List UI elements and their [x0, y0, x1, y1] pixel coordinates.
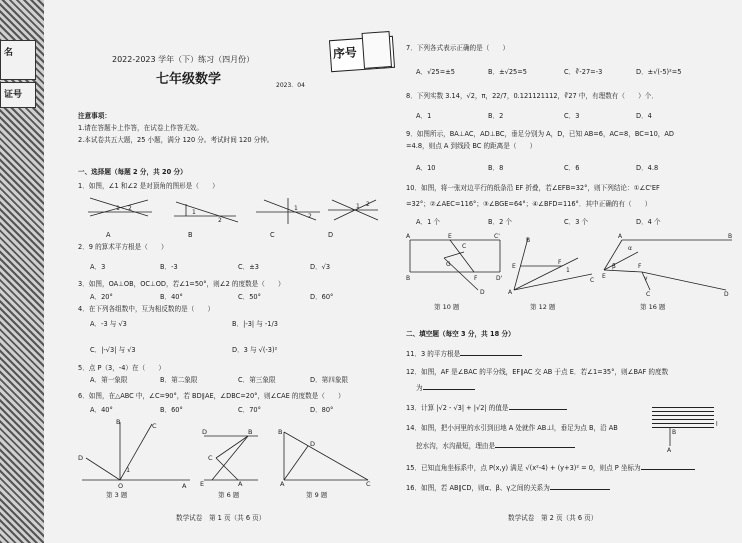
q1-label-b: B: [188, 231, 193, 239]
caption-q12: 第 12 题: [530, 303, 556, 311]
section-2-title: 二、填空题（每空 3 分，共 18 分）: [406, 330, 515, 338]
svg-text:D: D: [78, 454, 84, 462]
svg-text:1: 1: [116, 205, 120, 212]
q14-text-cont: 挖水沟，水沟最短，理由是: [416, 442, 496, 450]
q3-option-d: D．60°: [310, 293, 334, 301]
question-7: 7．下列各式表示正确的是（ ）: [406, 44, 510, 52]
question-1: 1．如图，∠1 和∠2 是对顶角的图形是（ ）: [78, 182, 219, 190]
svg-text:C: C: [366, 480, 371, 488]
svg-text:A: A: [182, 482, 187, 490]
name-label: 名: [4, 48, 14, 58]
q6-option-c: C．70°: [238, 406, 261, 414]
svg-text:C: C: [208, 454, 213, 462]
svg-text:E: E: [200, 480, 205, 488]
q4-option-d: D．3 与 √(-3)²: [232, 346, 278, 354]
q1-label-c: C: [270, 231, 275, 239]
q1-label-d: D: [328, 231, 334, 239]
svg-text:γ: γ: [644, 275, 648, 282]
q8-option-c: C．3: [564, 112, 580, 120]
caption-q9: 第 9 题: [306, 491, 328, 499]
svg-text:2: 2: [366, 201, 370, 208]
q14-answer-blank[interactable]: [495, 447, 575, 448]
exam-header: 2022-2023 学年（下）练习（四月份）: [112, 55, 255, 64]
q12-answer-blank[interactable]: [423, 389, 475, 390]
question-11: [406, 350, 522, 358]
svg-text:B: B: [728, 233, 733, 240]
svg-text:2: 2: [218, 217, 222, 224]
exam-date: 2023．04: [276, 82, 305, 89]
question-10: 10．如图，将一张对边平行的纸条沿 EF 折叠，若∠EFB=32°，则下列结论：①∠C'EF: [406, 184, 660, 192]
svg-text:A: A: [280, 480, 285, 488]
right-footer: 数学试卷 第 2 页（共 6 页）: [508, 514, 598, 522]
svg-text:2: 2: [308, 213, 312, 220]
q2-option-c: C．±3: [238, 263, 259, 271]
q10-option-c: C．3 个: [564, 218, 589, 226]
question-15: [406, 464, 695, 472]
q7-option-b: B．±√25=5: [488, 68, 527, 76]
serial-number-box: [329, 36, 395, 72]
q6-figure: [198, 428, 268, 486]
svg-text:1: 1: [126, 466, 131, 474]
caption-q3: 第 3 题: [106, 491, 128, 499]
svg-text:C: C: [646, 291, 651, 298]
svg-text:B: B: [526, 237, 531, 244]
svg-text:D: D: [480, 289, 485, 296]
question-9-cont: =4.8，则点 A 到线段 BC 的距离是（ ）: [406, 142, 537, 150]
svg-text:E: E: [602, 273, 606, 280]
q6-option-d: D．80°: [310, 406, 334, 414]
svg-text:D: D: [724, 291, 729, 298]
question-12-cont: [416, 384, 475, 392]
svg-text:E: E: [448, 233, 452, 240]
caption-q16: 第 16 题: [640, 303, 666, 311]
q13-text: 13．计算 |√2 - √3| + |√2| 的值是: [406, 404, 509, 412]
q9-option-b: B．8: [488, 164, 504, 172]
svg-text:O: O: [118, 482, 124, 490]
question-2: 2．9 的算术平方根是（ ）: [78, 243, 168, 251]
q9-option-c: C．6: [564, 164, 580, 172]
q10-option-a: A．1 个: [416, 218, 440, 226]
caption-q10: 第 10 题: [434, 303, 460, 311]
svg-text:D': D': [496, 275, 503, 282]
q8-option-d: D．4: [636, 112, 652, 120]
q7-option-a: A．√25=±5: [416, 68, 455, 76]
svg-text:A: A: [406, 233, 411, 240]
svg-text:β: β: [612, 263, 616, 270]
right-sheet: [398, 0, 738, 543]
q14-field-figure: [652, 421, 722, 454]
svg-text:1: 1: [192, 209, 196, 216]
svg-text:C: C: [152, 422, 157, 430]
q2-option-d: D．√3: [310, 263, 331, 271]
q9-option-a: A．10: [416, 164, 436, 172]
question-12: 12．如图，AF 是∠BAC 的平分线，EF∥AC 交 AB 于点 E．若∠1=35°，则∠BAF 的度数: [406, 368, 669, 376]
svg-text:D: D: [310, 440, 316, 448]
q4-option-a: A．-3 与 √3: [90, 320, 127, 328]
svg-text:C: C: [590, 277, 595, 284]
svg-text:A: A: [238, 480, 243, 488]
svg-text:D: D: [202, 428, 208, 436]
q7-option-c: C．∛-27=-3: [564, 68, 603, 76]
q8-option-a: A．1: [416, 112, 432, 120]
q3-option-c: C．50°: [238, 293, 261, 301]
id-label: 证号: [4, 90, 23, 100]
svg-text:B: B: [672, 429, 677, 436]
q5-option-b: B．第二象限: [160, 376, 198, 384]
question-4: 4．在下列各组数中，互为相反数的是（ ）: [78, 305, 215, 313]
section-1-title: 一、选择题（每题 2 分，共 20 分）: [78, 168, 187, 176]
svg-text:F: F: [474, 275, 478, 282]
svg-text:α: α: [628, 245, 632, 252]
svg-text:B: B: [248, 428, 253, 436]
q11-answer-blank[interactable]: [460, 355, 522, 356]
q6-option-a: A．40°: [90, 406, 113, 414]
question-14-cont: [416, 442, 575, 450]
q9-figure: [274, 428, 374, 486]
q4-option-b: B．|-3| 与 -1/3: [232, 320, 278, 328]
svg-text:F: F: [558, 259, 562, 266]
question-10-cont: =32°；②∠AEC=116°；③∠BGE=64°；④∠BFD=116°．其中正确的有（ ）: [406, 200, 652, 208]
question-8: 8．下列实数 3.14，√2，π，22/7，0.121121112，∛27 中，有理数有（ ）个．: [406, 92, 658, 100]
serial-label: 序号: [332, 45, 358, 62]
left-sheet: [48, 0, 388, 543]
id-box: [0, 82, 36, 108]
svg-text:F: F: [638, 263, 642, 270]
q10-option-b: B．2 个: [488, 218, 513, 226]
serial-tab: [362, 31, 392, 69]
question-13: [406, 404, 567, 412]
left-footer: 数学试卷 第 1 页（共 6 页）: [176, 514, 266, 522]
svg-text:C: C: [462, 243, 467, 250]
svg-text:E: E: [512, 263, 516, 270]
q10-figure: [404, 232, 510, 298]
q8-option-b: B．2: [488, 112, 504, 120]
q5-option-d: D．第四象限: [310, 376, 349, 384]
q5-option-c: C．第三象限: [238, 376, 276, 384]
svg-text:A: A: [508, 289, 513, 296]
svg-text:1: 1: [294, 205, 298, 212]
svg-text:1: 1: [566, 267, 570, 274]
notice-1: 1.请在答题卡上作答，在试卷上作答无效。: [78, 124, 203, 132]
q14-river-figure: [652, 407, 714, 429]
q1-figures: [88, 196, 378, 228]
question-16: [406, 484, 610, 492]
q12-figure: [506, 236, 598, 296]
q16-figure: [602, 232, 734, 298]
question-6: 6．如图，在△ABC 中，∠C=90°，若 BD∥AE，∠DBC=20°，则∠CAE 的度数是（ ）: [78, 392, 345, 400]
q7-option-d: D．±√(-5)²=5: [636, 68, 682, 76]
question-3: 3．如图，OA⊥OB，OC⊥OD，若∠1=50°，则∠2 的度数是（ ）: [78, 280, 285, 288]
caption-q6: 第 6 题: [218, 491, 240, 499]
q2-option-a: A．3: [90, 263, 106, 271]
q4-option-c: C．|-√3| 与 √3: [90, 346, 136, 354]
question-14: 14．如图，把小河里的水引到田地 A 处就作 AB⊥l，垂足为点 B，沿 AB: [406, 424, 618, 432]
q6-option-b: B．60°: [160, 406, 183, 414]
q3-option-b: B．40°: [160, 293, 183, 301]
q15-answer-blank[interactable]: [641, 469, 695, 470]
svg-text:A: A: [618, 233, 623, 240]
svg-text:2: 2: [128, 205, 132, 212]
q16-text: 16．如图，若 AB∥CD，则α、β、γ之间的关系为: [406, 484, 550, 492]
q9-option-d: D．4.8: [636, 164, 659, 172]
q1-label-a: A: [106, 231, 111, 239]
q2-option-b: B．-3: [160, 263, 178, 271]
q11-text: 11．3 的平方根是: [406, 350, 461, 358]
question-9: 9．如图所示，BA⊥AC，AD⊥BC，垂足分别为 A，D，已知 AB=6，AC=8，BC=10，AD: [406, 130, 674, 138]
q16-answer-blank[interactable]: [550, 489, 610, 490]
q13-answer-blank[interactable]: [509, 409, 567, 410]
svg-text:l: l: [716, 421, 718, 428]
svg-text:B: B: [116, 418, 121, 426]
notice-title: 注意事项：: [78, 112, 111, 120]
q3-figure: [72, 418, 192, 490]
svg-text:A: A: [667, 447, 672, 454]
question-5: 5．点 P（3，-4）在（ ）: [78, 364, 165, 372]
svg-text:G: G: [446, 261, 451, 268]
q10-option-d: D．4 个: [636, 218, 661, 226]
svg-text:B: B: [406, 275, 411, 282]
notice-2: 2.本试卷共五大题，25 小题，满分 120 分。考试时间 120 分钟。: [78, 136, 274, 144]
svg-text:1: 1: [356, 203, 360, 210]
q5-option-a: A．第一象限: [90, 376, 128, 384]
q12-text-cont: 为: [416, 384, 423, 392]
q3-option-a: A．20°: [90, 293, 113, 301]
svg-text:C': C': [494, 233, 500, 240]
binding-margin: [0, 0, 44, 543]
q15-text: 15．已知直角坐标系中，点 P(x,y) 满足 √(x²-4) + (y+3)² = 0，则点 P 坐标为: [406, 464, 641, 472]
name-box: [0, 40, 36, 80]
exam-title: 七年级数学: [156, 72, 222, 87]
svg-text:B: B: [278, 428, 283, 436]
